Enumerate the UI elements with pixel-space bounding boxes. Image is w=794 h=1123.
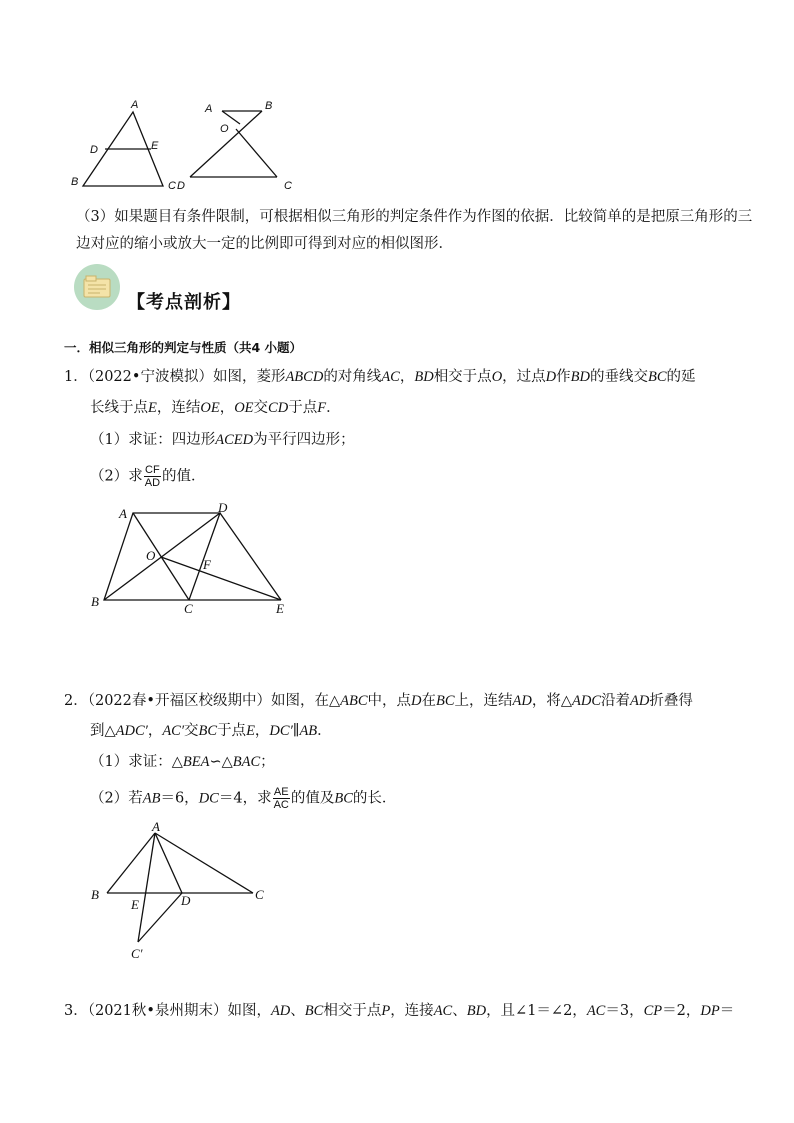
fig1-label-B: B	[71, 176, 79, 188]
fig2-label-O: O	[220, 123, 229, 135]
q1-fig-label-C: C	[184, 601, 193, 616]
subheading: 一．相似三角形的判定与性质（共4 小题）	[64, 340, 303, 355]
q2-line2: 到△ADC′，AC′交BC于点E，DC′∥AB．	[90, 723, 332, 739]
q1-line2: 长线于点E，连结OE，OE交CD于点F．	[90, 400, 341, 416]
q1-part2: （2）求 $\frac{CF}{AD}$ 的值．	[90, 464, 206, 489]
q2-fig-label-A: A	[152, 819, 160, 834]
figure-bowtie-triangles	[180, 100, 290, 185]
fig1-label-A: A	[131, 99, 139, 111]
q1-number: 1．	[64, 369, 88, 385]
q3-source: （2021秋•泉州期末）	[87, 1003, 228, 1019]
q2-source: （2022春•开福区校级期中）	[87, 693, 271, 709]
q1-fig-label-A: A	[119, 506, 127, 521]
q2-fig-label-C: C	[255, 887, 264, 902]
folder-icon	[74, 264, 120, 310]
q1-fig-label-B: B	[91, 594, 99, 609]
fig2-label-C: C	[284, 180, 292, 192]
q1-source: （2022•宁波模拟）	[87, 369, 213, 385]
q2-fig-label-B: B	[91, 887, 99, 902]
q3-line1: 3．（2021秋•泉州期末）如图，AD、BC相交于点P，连接AC、BD，且∠1＝∠2，AC＝3，CP＝2，DP＝	[64, 1003, 735, 1019]
q2-fig-label-Cprime: C′	[131, 946, 143, 961]
q2-number: 2．	[64, 693, 88, 709]
q2-fig-label-D: D	[181, 893, 191, 908]
section-title: 【考点剖析】	[127, 292, 241, 313]
fig1-label-E: E	[151, 140, 159, 152]
figure-rhombus-q1	[85, 505, 300, 615]
q1-fig-label-F: F	[203, 557, 211, 572]
q1-fig-label-O: O	[146, 548, 156, 563]
fig2-label-D: D	[177, 180, 185, 192]
q2-line1: 2．（2022春•开福区校级期中）如图，在△ABC中，点D在BC上，连结AD，将△ADC沿着AD折叠得	[64, 693, 693, 709]
fig2-label-B: B	[265, 100, 273, 112]
q1-fraction: $\frac{CF}{AD}$	[144, 464, 161, 489]
fig2-label-A: A	[205, 103, 213, 115]
q1-line1: 1．（2022•宁波模拟）如图，菱形ABCD的对角线AC，BD相交于点O，过点D作BD的垂线交BC的延	[64, 369, 696, 385]
para3-line1: （3）如果题目有条件限制，可根据相似三角形的判定条件作为作图的依据．比较简单的是把原三角形的三	[76, 209, 753, 225]
fig1-label-D: D	[90, 144, 98, 156]
q1-fig-label-E: E	[276, 601, 284, 616]
q2-fraction: $\frac{AE}{AC}$	[273, 786, 289, 811]
fig1-label-C: C	[168, 180, 176, 192]
figure-fold-triangle-q2	[95, 822, 270, 952]
q2-part1: （1）求证：△BEA∽△BAC；	[90, 754, 275, 770]
para3-line2: 边对应的缩小或放大一定的比例即可得到对应的相似图形．	[76, 236, 453, 252]
q1-fig-label-D: D	[218, 500, 228, 515]
q1-part1: （1）求证：四边形ACED为平行四边形；	[90, 432, 355, 448]
q2-part2: （2）若AB＝6，DC＝4，求 $\frac{AE}{AC}$ 的值及BC的长．	[90, 786, 397, 811]
q3-number: 3．	[64, 1003, 88, 1019]
q2-fig-label-E: E	[131, 897, 139, 912]
